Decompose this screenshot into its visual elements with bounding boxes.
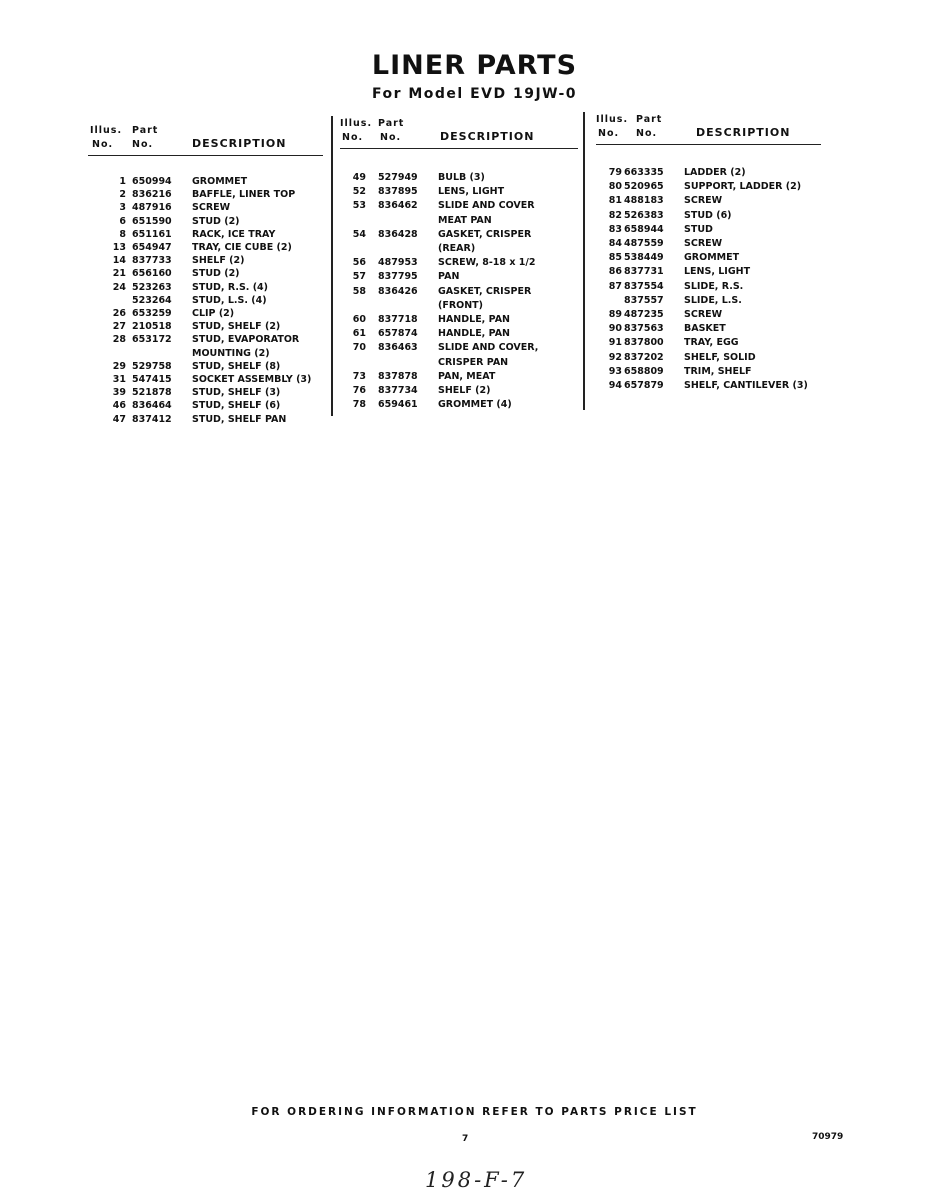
illus-number: 39 xyxy=(112,387,126,399)
illus-number: 58 xyxy=(352,285,366,297)
part-description: GASKET, CRISPER xyxy=(438,285,532,297)
part-description: STUD, SHELF (8) xyxy=(192,360,281,372)
illus-number: 61 xyxy=(352,328,366,340)
part-description: SOCKET ASSEMBLY (3) xyxy=(192,374,312,385)
column-header xyxy=(88,125,323,156)
part-description: RACK, ICE TRAY xyxy=(192,228,276,240)
part-number: 656160 xyxy=(132,268,172,280)
part-number: 529758 xyxy=(132,360,172,372)
illus-number: 8 xyxy=(119,228,126,240)
part-description: HANDLE, PAN xyxy=(438,328,510,340)
part-description: LENS, LIGHT xyxy=(684,266,751,278)
part-description: SHELF (2) xyxy=(438,385,491,396)
illus-number: 1 xyxy=(119,176,126,187)
part-number: 837202 xyxy=(624,351,664,363)
part-number: 651590 xyxy=(132,215,172,227)
illus-number: 94 xyxy=(608,380,622,391)
part-number: 658944 xyxy=(624,223,664,235)
illus-number: 81 xyxy=(608,195,622,207)
part-description: SLIDE, L.S. xyxy=(684,294,742,306)
description-header: DESCRIPTION xyxy=(192,137,287,150)
illus-number: 85 xyxy=(608,252,622,264)
part-description: SUPPORT, LADDER (2) xyxy=(684,181,802,193)
part-description: SCREW xyxy=(684,238,723,249)
part-number: 487953 xyxy=(378,257,418,269)
part-number: 527949 xyxy=(378,172,418,183)
part-description: STUD, SHELF (2) xyxy=(192,321,281,333)
part-number: 526383 xyxy=(624,209,664,221)
column-divider xyxy=(331,116,333,416)
part-description: GROMMET xyxy=(684,252,740,264)
part-number: 837563 xyxy=(624,323,664,335)
part-header: Part xyxy=(378,118,405,129)
part-number: 837800 xyxy=(624,337,664,349)
illus-number: 2 xyxy=(119,189,126,201)
illus-number: 70 xyxy=(352,342,366,354)
illus-number: 92 xyxy=(608,351,622,363)
illus-number: 91 xyxy=(608,337,622,349)
part-number: 653172 xyxy=(132,334,172,346)
document-number: 70979 xyxy=(812,1132,844,1142)
illus-number: 3 xyxy=(119,202,126,214)
part-number: 538449 xyxy=(624,252,664,264)
illus-number: 28 xyxy=(112,334,126,346)
part-description: CRISPER PAN xyxy=(438,356,509,368)
illus-number: 83 xyxy=(608,223,622,235)
part-number: 837734 xyxy=(378,385,418,396)
part-description: SCREW xyxy=(684,195,723,207)
illus-number: 13 xyxy=(112,242,126,253)
part-description: SLIDE AND COVER, xyxy=(438,342,539,354)
parts-column-3 xyxy=(596,114,821,391)
illus-number: 80 xyxy=(608,181,622,193)
part-no-header: No. xyxy=(132,139,154,150)
part-description: MOUNTING (2) xyxy=(192,347,270,359)
part-number: 650994 xyxy=(132,176,172,187)
part-description: STUD, EVAPORATOR xyxy=(192,334,300,346)
column-divider xyxy=(583,112,585,410)
illus-header: Illus. xyxy=(90,125,123,136)
illus-number: 49 xyxy=(352,172,366,183)
part-description: SCREW xyxy=(684,309,723,320)
part-number: 836426 xyxy=(378,285,418,297)
illus-number: 53 xyxy=(352,200,366,212)
illus-number: 60 xyxy=(352,314,366,325)
part-number: 654947 xyxy=(132,242,172,253)
illus-number: 24 xyxy=(112,281,126,293)
part-description: HANDLE, PAN xyxy=(438,314,510,325)
illus-number: 31 xyxy=(112,374,126,385)
part-description: SLIDE, R.S. xyxy=(684,280,744,292)
illus-number: 57 xyxy=(352,271,366,283)
part-number: 837731 xyxy=(624,266,664,278)
part-description: SCREW, 8-18 x 1/2 xyxy=(438,257,536,269)
part-number: 837718 xyxy=(378,314,418,325)
part-description: (FRONT) xyxy=(438,299,483,311)
illus-header: Illus. xyxy=(340,118,373,129)
model-subtitle: For Model EVD 19JW-0 xyxy=(371,86,578,102)
part-description: GROMMET xyxy=(192,176,248,187)
description-header: DESCRIPTION xyxy=(440,130,535,143)
part-description: (REAR) xyxy=(438,243,476,254)
part-number: 657879 xyxy=(624,380,664,391)
part-description: STUD, SHELF (6) xyxy=(192,400,281,412)
page-number: 7 xyxy=(462,1134,469,1144)
illus-number: 56 xyxy=(352,257,366,269)
part-description: STUD xyxy=(684,223,713,235)
part-description: STUD (2) xyxy=(192,268,240,280)
part-header: Part xyxy=(132,125,159,136)
part-number: 487235 xyxy=(624,309,664,320)
part-number: 836463 xyxy=(378,342,418,354)
illus-number: 27 xyxy=(112,321,126,333)
illus-header: Illus. xyxy=(596,114,629,125)
illus-number: 78 xyxy=(352,399,366,411)
part-number: 837895 xyxy=(378,186,418,198)
illus-number: 73 xyxy=(352,370,366,382)
part-number: 521878 xyxy=(132,387,172,399)
part-description: STUD (6) xyxy=(684,209,732,221)
illus-number: 76 xyxy=(352,385,366,396)
part-no-header: No. xyxy=(636,128,658,139)
illus-number: 54 xyxy=(352,228,366,240)
illus-number: 26 xyxy=(112,308,126,319)
illus-number: 84 xyxy=(608,238,622,249)
illus-number: 6 xyxy=(119,215,126,227)
part-number: 523264 xyxy=(132,294,172,306)
part-number: 520965 xyxy=(624,181,664,193)
part-description: PAN, MEAT xyxy=(438,370,496,382)
illus-number: 90 xyxy=(608,323,622,335)
ordering-footer: FOR ORDERING INFORMATION REFER TO PARTS PRICE LIST xyxy=(251,1106,698,1118)
part-description: BASKET xyxy=(684,323,726,335)
part-description: SHELF, CANTILEVER (3) xyxy=(684,380,808,391)
part-number: 836464 xyxy=(132,400,172,412)
part-description: SHELF (2) xyxy=(192,255,245,267)
part-number: 836462 xyxy=(378,200,418,212)
part-description: TRIM, SHELF xyxy=(684,365,752,377)
illus-number: 93 xyxy=(608,365,622,377)
part-description: LENS, LIGHT xyxy=(438,186,505,198)
part-description: STUD, L.S. (4) xyxy=(192,294,267,306)
part-description: BULB (3) xyxy=(438,172,485,183)
part-description: TRAY, EGG xyxy=(684,337,739,349)
part-description: GROMMET (4) xyxy=(438,399,512,411)
part-number: 653259 xyxy=(132,308,172,319)
part-description: LADDER (2) xyxy=(684,167,746,178)
column-header xyxy=(596,114,821,145)
illus-number: 82 xyxy=(608,209,622,221)
part-description: MEAT PAN xyxy=(438,214,492,226)
part-number: 657874 xyxy=(378,328,418,340)
illus-number: 87 xyxy=(608,280,622,292)
column-header xyxy=(340,118,578,149)
illus-number: 79 xyxy=(608,167,622,178)
part-number: 836216 xyxy=(132,189,172,201)
part-number: 663335 xyxy=(624,167,664,178)
illus-number: 47 xyxy=(112,413,126,425)
parts-column-2 xyxy=(340,118,578,411)
illus-number: 14 xyxy=(112,255,126,267)
part-number: 836428 xyxy=(378,228,418,240)
illus-no-header: No. xyxy=(92,139,114,150)
illus-number: 86 xyxy=(608,266,622,278)
part-number: 837557 xyxy=(624,294,664,306)
illus-no-header: No. xyxy=(598,128,620,139)
part-description: CLIP (2) xyxy=(192,308,235,319)
illus-no-header: No. xyxy=(342,132,364,143)
part-number: 547415 xyxy=(132,374,172,385)
part-description: STUD, SHELF PAN xyxy=(192,413,287,425)
part-number: 488183 xyxy=(624,195,664,207)
part-number: 487559 xyxy=(624,238,664,249)
part-number: 651161 xyxy=(132,228,172,240)
description-header: DESCRIPTION xyxy=(696,126,791,139)
illus-number: 21 xyxy=(112,268,126,280)
handwritten-note: 198-F-7 xyxy=(425,1168,528,1192)
illus-number: 89 xyxy=(608,309,622,320)
part-no-header: No. xyxy=(380,132,402,143)
part-number: 837795 xyxy=(378,271,418,283)
part-description: SCREW xyxy=(192,202,231,214)
part-description: GASKET, CRISPER xyxy=(438,228,532,240)
part-description: STUD, R.S. (4) xyxy=(192,281,268,293)
part-number: 659461 xyxy=(378,399,418,411)
part-number: 837733 xyxy=(132,255,172,267)
page-title: LINER PARTS xyxy=(371,50,578,81)
illus-number: 29 xyxy=(112,360,126,372)
part-header: Part xyxy=(636,114,663,125)
part-description: PAN xyxy=(438,271,460,283)
part-description: BAFFLE, LINER TOP xyxy=(192,189,296,201)
part-description: STUD, SHELF (3) xyxy=(192,387,281,399)
illus-number: 46 xyxy=(112,400,126,412)
part-description: SLIDE AND COVER xyxy=(438,200,535,212)
illus-number: 52 xyxy=(352,186,366,198)
part-description: SHELF, SOLID xyxy=(684,351,756,363)
part-description: TRAY, CIE CUBE (2) xyxy=(192,242,292,253)
parts-column-1 xyxy=(88,125,323,425)
part-description: STUD (2) xyxy=(192,215,240,227)
part-number: 487916 xyxy=(132,202,172,214)
part-number: 837412 xyxy=(132,413,172,425)
part-number: 210518 xyxy=(132,321,172,333)
part-number: 658809 xyxy=(624,365,664,377)
part-number: 837554 xyxy=(624,280,664,292)
part-number: 837878 xyxy=(378,370,418,382)
part-number: 523263 xyxy=(132,281,172,293)
